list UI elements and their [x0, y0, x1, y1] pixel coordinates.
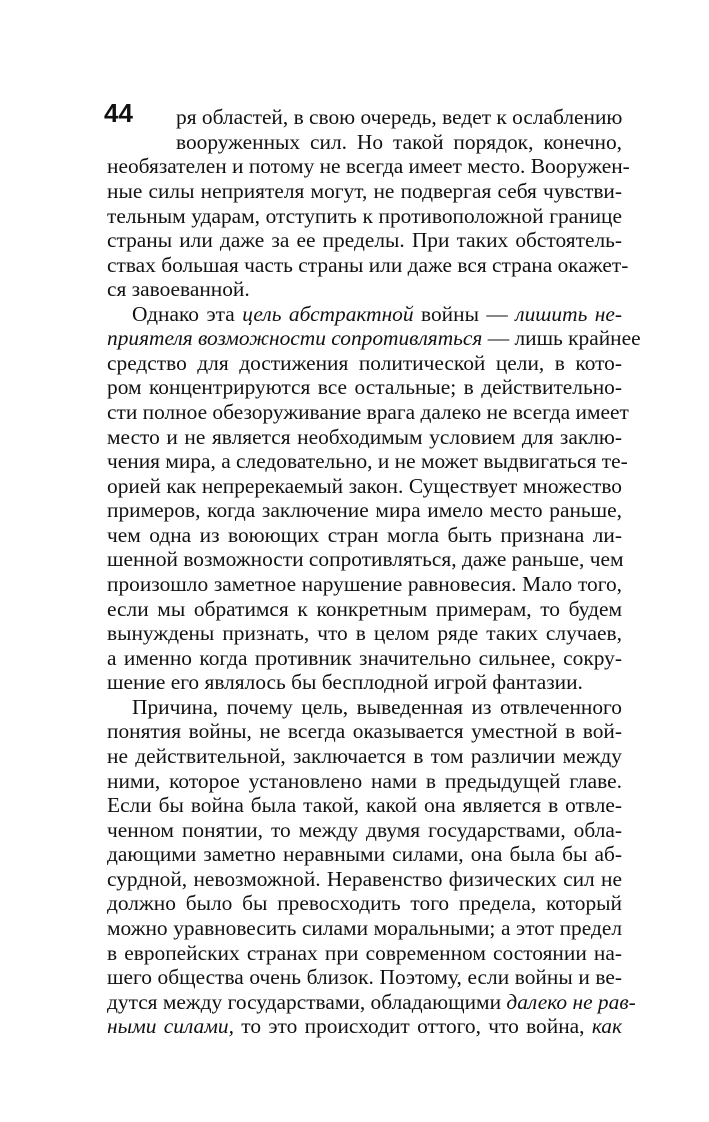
text-line: ром концентрируются все остальные; в действительно- — [107, 375, 622, 399]
text-line: чем одна из воюющих стран могла быть признана ли- — [107, 523, 622, 547]
text-line: вынуждены признать, что в целом ряде таких случаев, — [107, 621, 622, 645]
text-line: орией как непререкаемый закон. Существует множество — [107, 474, 622, 498]
text-line: шенной возможности сопротивляться, даже раньше, чем — [107, 547, 624, 571]
text-line: ними, которое установлено нами в предыдущей главе. — [107, 769, 622, 793]
italic-span: далеко не рав- — [506, 990, 636, 1014]
text-line: в европейских странах при современном состоянии на- — [107, 941, 622, 965]
text-line: не действительной, заключается в том различии между — [107, 744, 622, 768]
text-span: — лишь крайнее — [482, 326, 641, 350]
text-line: дающими заметно неравными силами, она была бы аб- — [107, 842, 622, 866]
text-line: ствах большая часть страны или даже вся страна окажет- — [107, 253, 629, 277]
text-line: ря областей, в свою очередь, ведет к ослаблению — [176, 105, 623, 129]
page-number: 44 — [104, 98, 133, 128]
text-line — [107, 989, 636, 1015]
italic-span: цель абстрактной — [242, 302, 414, 326]
text-line: Причина, почему цель, выведенная из отвлеченного — [132, 695, 622, 719]
text-line: ченном понятии, то между двумя государствами, обла- — [107, 818, 622, 842]
text-span: то это происходит оттого, что война, — [233, 1014, 592, 1038]
text-line: понятия войны, не всегда оказывается уместной в вой- — [107, 719, 622, 743]
text-line: шего общества очень близок. Поэтому, если войны и ве- — [107, 965, 622, 989]
text-line — [107, 325, 641, 351]
text-line: если мы обратимся к конкретным примерам, то будем — [107, 597, 622, 621]
text-line: ные силы неприятеля могут, не подвергая себя чувстви- — [107, 179, 622, 203]
italic-span: ными силами, — [107, 1014, 234, 1038]
text-line: примеров, когда заключение мира имело место раньше, — [107, 498, 622, 522]
text-line: а именно когда противник значительно сильнее, сокру- — [107, 646, 622, 670]
text-span: Однако эта — [132, 302, 243, 326]
italic-span: как — [591, 1014, 622, 1038]
text-line: должно было бы превосходить того предела, который — [107, 891, 622, 915]
italic-span: лишить не- — [515, 302, 622, 326]
text-line: место и не является необходимым условием для заклю- — [107, 425, 622, 449]
text-line: средство для достижения политической цели, в кото- — [107, 351, 622, 375]
text-line: Если бы война была такой, какой она является в отвле- — [107, 793, 622, 817]
text-line: можно уравновесить силами моральными; а этот предел — [107, 916, 622, 940]
text-line: вооруженных сил. Но такой порядок, конечно, — [176, 130, 622, 154]
text-line: сурдной, невозможной. Неравенство физических сил не — [107, 867, 622, 891]
text-span: войны — — [413, 302, 516, 326]
text-line: необязателен и потому не всегда имеет место. Вооружен- — [107, 154, 630, 178]
italic-span: приятеля возможности сопротивляться — [107, 326, 483, 350]
text-line: сти полное обезоруживание врага далеко не всегда имеет — [107, 400, 629, 424]
text-line: произошло заметное нарушение равновесия. Мало того, — [107, 572, 622, 596]
text-line: ся завоеванной. — [107, 277, 250, 301]
text-line: чения мира, а следовательно, и не может выдвигаться те- — [107, 449, 628, 473]
text-span: дутся между государствами, обладающими — [107, 990, 507, 1014]
text-line: страны или даже за ее пределы. При таких обстоятель- — [107, 228, 622, 252]
text-line: тельным ударам, отступить к противоположной границе — [107, 204, 622, 228]
text-line — [132, 301, 622, 327]
text-line: шение его являлось бы бесплодной игрой фантазии. — [107, 670, 583, 694]
text-line — [107, 1013, 622, 1039]
